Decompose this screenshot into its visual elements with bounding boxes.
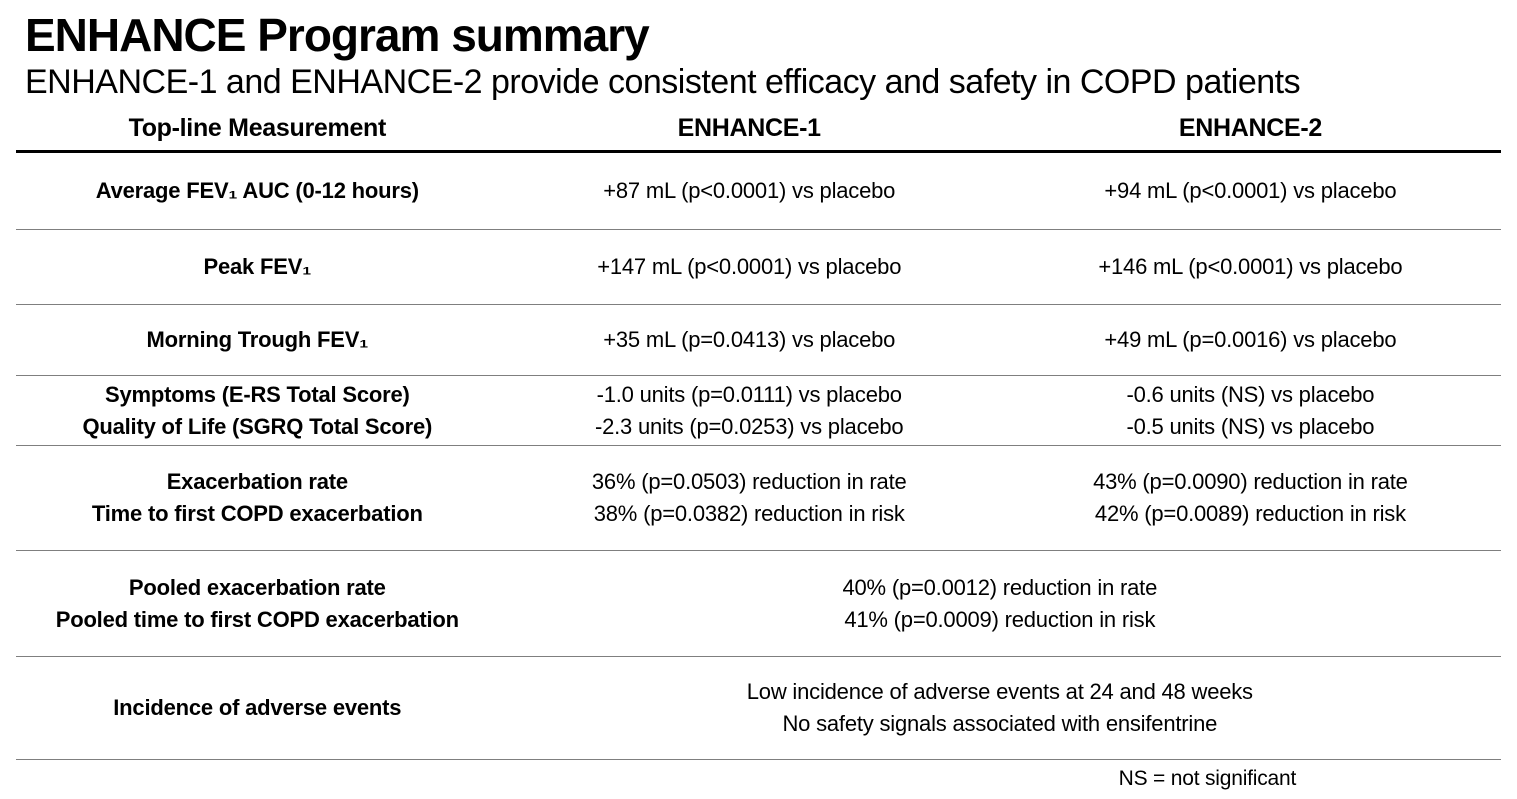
enhance2-cell <box>1000 446 1501 550</box>
measurement-label: Peak FEV₁ <box>203 254 312 279</box>
enhance2-value: 43% (p=0.0090) reduction in rate <box>1093 469 1408 494</box>
enhance1-cell <box>499 230 1000 304</box>
table-row-peak-fev1 <box>16 230 1501 305</box>
enhance1-value: +35 mL (p=0.0413) vs placebo <box>603 327 896 352</box>
measurement-label: Average FEV₁ AUC (0-12 hours) <box>95 178 419 203</box>
column-header-measurement: Top-line Measurement <box>128 113 387 142</box>
measurement-cell <box>16 153 499 229</box>
enhance2-value: +94 mL (p<0.0001) vs placebo <box>1104 178 1397 203</box>
measurement-label: Pooled time to first COPD exacerbation <box>55 606 459 632</box>
measurement-cell <box>16 376 499 445</box>
enhance1-cell <box>499 376 1000 445</box>
summary-table <box>16 106 1501 760</box>
table-row-symptoms-qol <box>16 376 1501 446</box>
enhance1-value: -1.0 units (p=0.0111) vs placebo <box>596 381 902 407</box>
enhance1-value: -2.3 units (p=0.0253) vs placebo <box>594 413 904 439</box>
enhance2-cell <box>1000 376 1501 445</box>
enhance1-value: 38% (p=0.0382) reduction in risk <box>593 501 905 526</box>
measurement-label: Quality of Life (SGRQ Total Score) <box>82 413 433 439</box>
pooled-value: 40% (p=0.0012) reduction in rate <box>842 574 1158 600</box>
measurement-label: Incidence of adverse events <box>113 695 402 720</box>
table-row-avg-fev1-auc <box>16 153 1501 230</box>
table-row-adverse-events <box>16 657 1501 760</box>
safety-value-cell <box>499 657 1501 759</box>
measurement-cell <box>16 446 499 550</box>
measurement-label: Symptoms (E-RS Total Score) <box>104 381 410 407</box>
measurement-cell <box>16 551 499 656</box>
pooled-value-cell <box>499 551 1501 656</box>
table-row-exacerbation <box>16 446 1501 551</box>
measurement-label: Exacerbation rate <box>166 469 348 494</box>
table-header-row <box>16 106 1501 153</box>
footnote-row <box>16 760 1501 791</box>
enhance1-cell <box>499 153 1000 229</box>
measurement-cell <box>16 230 499 304</box>
enhance1-value: +87 mL (p<0.0001) vs placebo <box>603 178 896 203</box>
enhance2-value: 42% (p=0.0089) reduction in risk <box>1094 501 1406 526</box>
measurement-label: Morning Trough FEV₁ <box>146 327 369 352</box>
measurement-label: Time to first COPD exacerbation <box>91 501 423 526</box>
enhance2-value: +146 mL (p<0.0001) vs placebo <box>1098 254 1403 279</box>
pooled-value: 41% (p=0.0009) reduction in risk <box>844 606 1156 632</box>
enhance1-value: 36% (p=0.0503) reduction in rate <box>591 469 907 494</box>
enhance1-cell <box>499 305 1000 375</box>
table-row-pooled-exacerbation <box>16 551 1501 657</box>
enhance2-cell <box>1000 305 1501 375</box>
enhance2-value: +49 mL (p=0.0016) vs placebo <box>1104 327 1397 352</box>
footnote-ns: NS = not significant <box>1118 767 1297 790</box>
measurement-cell <box>16 657 499 759</box>
safety-value: Low incidence of adverse events at 24 and 48 weeks <box>746 679 1253 704</box>
page-subtitle: ENHANCE-1 and ENHANCE-2 provide consistent efficacy and safety in COPD patients <box>25 63 1301 101</box>
enhance1-cell <box>499 446 1000 550</box>
enhance2-value: -0.6 units (NS) vs placebo <box>1126 381 1375 407</box>
page-title: ENHANCE Program summary <box>25 9 649 61</box>
enhance2-cell <box>1000 230 1501 304</box>
enhance1-value: +147 mL (p<0.0001) vs placebo <box>597 254 902 279</box>
table-row-morning-trough-fev1 <box>16 305 1501 376</box>
enhance2-value: -0.5 units (NS) vs placebo <box>1126 413 1375 439</box>
column-header-enhance2: ENHANCE-2 <box>1178 113 1322 142</box>
column-header-enhance1: ENHANCE-1 <box>677 113 821 142</box>
measurement-label: Pooled exacerbation rate <box>128 574 386 600</box>
measurement-cell <box>16 305 499 375</box>
enhance2-cell <box>1000 153 1501 229</box>
safety-value: No safety signals associated with ensifentrine <box>782 711 1218 736</box>
